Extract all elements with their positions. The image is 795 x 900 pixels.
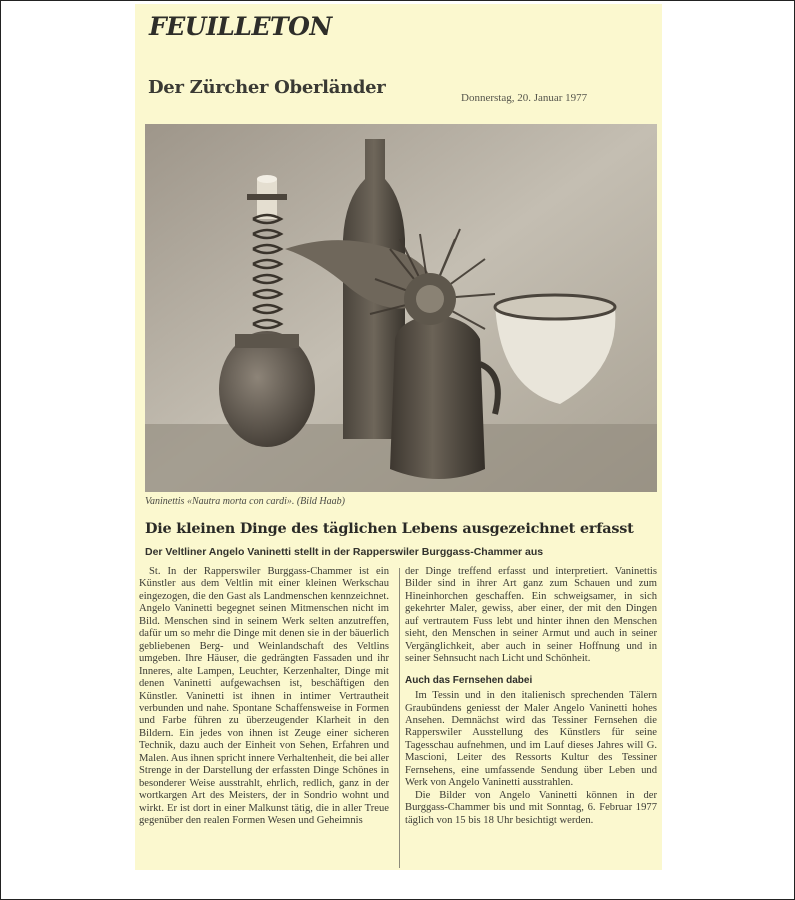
newspaper-name: Der Zürcher Oberländer xyxy=(148,77,386,98)
article-paragraph: Die Bilder von Angelo Vaninetti können in der Burggass-Chammer bis und mit Sonntag, 6. Februar 1977 täglich von 15 bis 18 Uhr besichtigt werden. xyxy=(405,789,657,826)
publication-date: Donnerstag, 20. Januar 1977 xyxy=(461,92,588,104)
photo-caption: Vaninettis «Nautra morta con cardi». (Bild Haab) xyxy=(145,496,345,507)
newspaper-clipping xyxy=(135,4,662,870)
article-section-heading: Auch das Fernsehen dabei xyxy=(405,674,533,686)
still-life-painting xyxy=(145,124,657,492)
column-divider xyxy=(399,568,400,868)
article-paragraph: St. In der Rapperswiler Burggass-Chammer ist ein Künstler aus dem Veltlin mit einer kleinen Werkschau eingezogen, die den Gast als Landmenschen kennzeichnet. Angelo Vaninetti begegnet seinen Mitmenschen nicht im Bild. Menschen sind in seinem Werk selten anzutreffen, dafür um so mehr die Dinge mit denen sie in der bäuerlich gebliebenen Berg- und Weinlandschaft des Veltlins umgeben. Ihre Häuser, die gedrängten Fassaden und ihr Inneres, alte Lampen, Leuchter, Kerzenhalter, Dinge mit denen Vaninetti aufgewachsen ist, beschäftigen den Künstler. Vaninetti ist ihnen in intimer Vertrautheit verbunden und nahe. Spontane Schaffensweise in Formen und Farbe führen zu überzeugender Klarheit in den Bildern. Ein jedes von ihnen ist Zeuge einer sicheren Technik, dazu auch der Einheit von Sehen, Erfahren und Malen. Aus ihnen spricht innere Verhaltenheit, die bei aller Strenge in der Darstellung der erfassten Dinge Schönes in besonderer Weise ausstrahlt, ehrlich, redlich, ganz in der wortkargen Art des Meisters, der in Sondrio wohnt und wirkt. Er ist dort in einer Malkunst tätig, die in aller Treue gegenüber den realen Formen Wesen und Geheimnis xyxy=(139,566,389,827)
section-title: FEUILLETON xyxy=(149,12,332,41)
article-column-2 xyxy=(405,566,657,827)
article-paragraph: der Dinge treffend erfasst und interpretiert. Vaninettis Bilder sind in ihrer Art ganz zum Schauen und zum Hineinhorchen geschaffen. Ein schweigsamer, in sich gekehrter Maler, gewiss, aber einer, der mit den Dingen auf vertrautem Fuss lebt und hinter ihnen den Menschen sieht, den Menschen in seiner Armut und auch in seiner Vergänglichkeit, aber auch in seiner Hoffnung und in seiner Sehnsucht nach Licht und Schönheit. xyxy=(405,566,657,665)
article-subheadline: Der Veltliner Angelo Vaninetti stellt in der Rapperswiler Burggass-Chammer aus xyxy=(145,546,544,558)
article-column-1 xyxy=(139,566,389,828)
article-headline: Die kleinen Dinge des täglichen Lebens ausgezeichnet erfasst xyxy=(145,520,634,537)
still-life-photo xyxy=(145,124,657,492)
article-paragraph: Im Tessin und in den italienisch sprechenden Tälern Graubündens geniesst der Maler Angelo Vaninetti hohes Ansehen. Demnächst wird das Tessiner Fernsehen die Rapperswiler Ausstellung des Künstlers für seine Tagesschau aufnehmen, und im Lauf dieses Jahres will G. Mascioni, Leiter des Ressorts Kultur des Tessiner Fernsehens, eine umfassende Sendung über Leben und Werk von Angelo Vaninetti ausstrahlen. xyxy=(405,690,657,789)
